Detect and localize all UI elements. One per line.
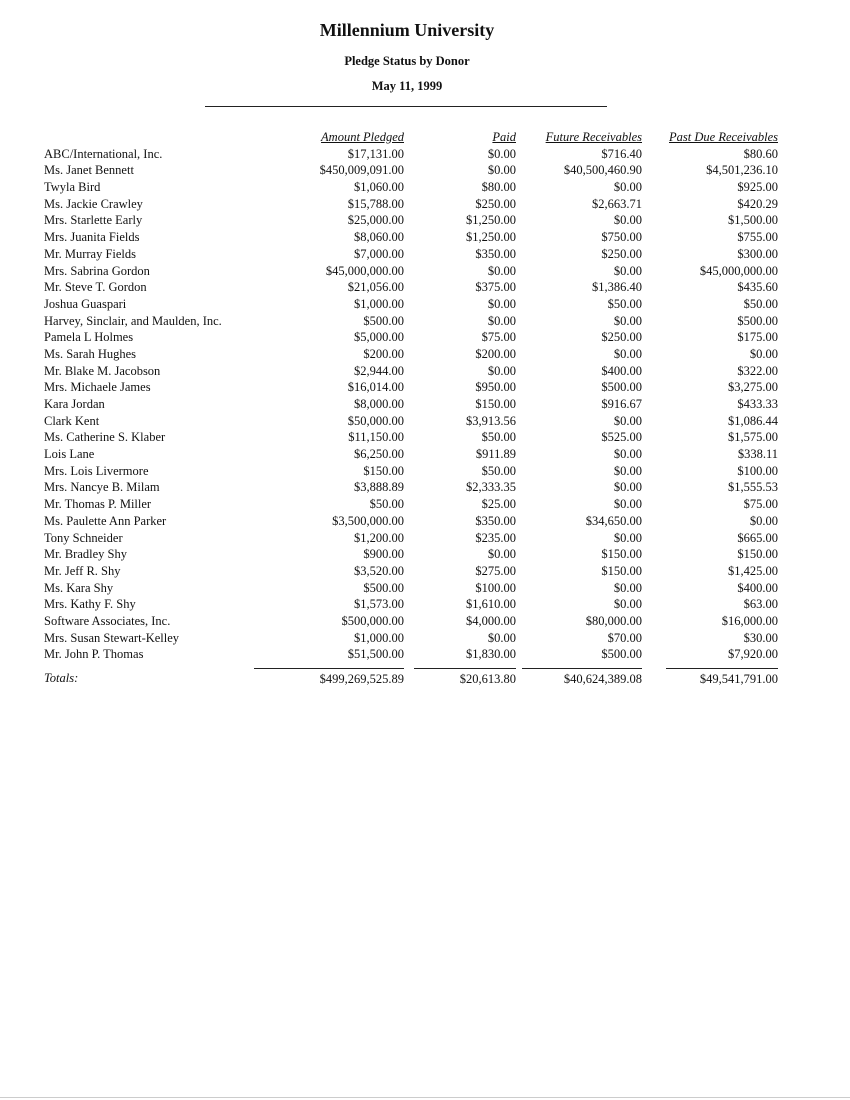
future-receivables-cell: $0.00 (613, 413, 642, 428)
paid-cell: $375.00 (475, 280, 516, 295)
amount-pledged-cell: $11,150.00 (348, 430, 404, 445)
amount-pledged-cell: $1,060.00 (354, 180, 404, 195)
donor-name-cell: Mrs. Michaele James (44, 380, 151, 395)
future-receivables-cell: $0.00 (613, 497, 642, 512)
future-receivables-cell: $400.00 (601, 363, 642, 378)
donor-name-cell: Ms. Janet Bennett (44, 163, 134, 178)
past-due-receivables-cell: $63.00 (743, 597, 778, 612)
donor-name-cell: Ms. Catherine S. Klaber (44, 430, 166, 445)
total-future-receivables: $40,624,389.08 (522, 668, 642, 688)
amount-pledged-cell: $45,000,000.00 (325, 263, 404, 278)
future-receivables-cell: $250.00 (601, 330, 642, 345)
donor-name-cell: Ms. Paulette Ann Parker (44, 513, 167, 528)
donor-name-cell: Mr. Blake M. Jacobson (44, 363, 161, 378)
paid-cell: $50.00 (481, 463, 516, 478)
past-due-receivables-cell: $1,086.44 (728, 413, 778, 428)
paid-cell: $1,830.00 (466, 647, 516, 662)
donor-name-cell: Clark Kent (44, 413, 100, 428)
future-receivables-cell: $34,650.00 (585, 513, 642, 528)
paid-cell: $350.00 (475, 246, 516, 261)
paid-cell: $1,250.00 (466, 230, 516, 245)
amount-pledged-cell: $150.00 (363, 463, 404, 478)
amount-pledged-cell: $500.00 (363, 580, 404, 595)
future-receivables-cell: $0.00 (613, 346, 642, 361)
future-receivables-cell: $525.00 (601, 430, 642, 445)
future-receivables-cell: $80,000.00 (585, 613, 642, 628)
future-receivables-cell: $40,500,460.90 (563, 163, 642, 178)
paid-cell: $200.00 (475, 346, 516, 361)
paid-cell: $3,913.56 (466, 413, 516, 428)
column-header-amount-pledged: Amount Pledged (321, 130, 404, 144)
donor-name-cell: Software Associates, Inc. (44, 613, 171, 628)
past-due-receivables-cell: $420.29 (737, 196, 778, 211)
donor-name-cell: Mr. John P. Thomas (44, 647, 144, 662)
donor-name-cell: Mr. Jeff R. Shy (44, 563, 121, 578)
future-receivables-cell: $2,663.71 (592, 196, 642, 211)
donor-name-cell: Mr. Murray Fields (44, 246, 137, 261)
amount-pledged-cell: $17,131.00 (347, 146, 404, 161)
donor-name-cell: Ms. Jackie Crawley (44, 196, 143, 211)
totals-label: Totals: (44, 671, 79, 685)
paid-cell: $4,000.00 (466, 613, 516, 628)
past-due-receivables-cell: $1,500.00 (728, 213, 778, 228)
donor-name-cell: Joshua Guaspari (44, 296, 127, 311)
totals-row (44, 668, 784, 686)
paid-cell: $100.00 (475, 580, 516, 595)
column-header-past-due-receivables: Past Due Receivables (669, 130, 778, 144)
donor-name-cell: Lois Lane (44, 447, 95, 462)
future-receivables-cell: $0.00 (613, 213, 642, 228)
paid-cell: $150.00 (475, 397, 516, 411)
paid-cell: $0.00 (487, 547, 516, 562)
past-due-receivables-cell: $100.00 (737, 463, 778, 478)
total-past-due-receivables: $49,541,791.00 (666, 668, 778, 688)
future-receivables-cell: $0.00 (613, 180, 642, 195)
report-subtitle: Pledge Status by Donor (344, 54, 470, 68)
past-due-receivables-cell: $3,275.00 (728, 380, 778, 395)
future-receivables-cell: $0.00 (613, 580, 642, 595)
past-due-receivables-cell: $338.11 (737, 447, 778, 462)
amount-pledged-cell: $16,014.00 (347, 380, 404, 395)
past-due-receivables-cell: $80.60 (743, 146, 778, 161)
paid-cell: $0.00 (487, 313, 516, 328)
future-receivables-cell: $0.00 (613, 447, 642, 462)
amount-pledged-cell: $3,888.89 (354, 480, 404, 495)
paid-cell: $80.00 (481, 180, 516, 195)
column-header-paid: Paid (492, 130, 516, 144)
paid-cell: $0.00 (487, 163, 516, 178)
donor-name-cell: Ms. Kara Shy (44, 580, 114, 595)
paid-cell: $235.00 (475, 530, 516, 545)
donor-name-cell: ABC/International, Inc. (44, 146, 163, 161)
donor-name-cell: Mrs. Lois Livermore (44, 463, 149, 478)
amount-pledged-cell: $3,500,000.00 (332, 513, 404, 528)
past-due-receivables-cell: $300.00 (737, 246, 778, 261)
total-paid: $20,613.80 (414, 668, 516, 688)
past-due-receivables-cell: $1,555.53 (728, 480, 778, 495)
past-due-receivables-cell: $400.00 (737, 580, 778, 595)
column-header-future-receivables: Future Receivables (545, 130, 642, 144)
future-receivables-cell: $0.00 (613, 313, 642, 328)
past-due-receivables-cell: $75.00 (743, 497, 778, 512)
future-receivables-cell: $0.00 (613, 530, 642, 545)
future-receivables-cell: $70.00 (607, 630, 642, 645)
future-receivables-cell: $150.00 (601, 547, 642, 562)
amount-pledged-cell: $1,573.00 (354, 597, 404, 612)
donor-name-cell: Tony Schneider (44, 530, 123, 545)
past-due-receivables-cell: $150.00 (737, 547, 778, 562)
paid-cell: $50.00 (481, 430, 516, 445)
donor-name-cell: Mrs. Kathy F. Shy (44, 597, 136, 612)
past-due-receivables-cell: $0.00 (749, 513, 778, 528)
future-receivables-cell: $0.00 (613, 263, 642, 278)
future-receivables-cell: $250.00 (601, 246, 642, 261)
future-receivables-cell: $500.00 (601, 380, 642, 395)
amount-pledged-cell: $500,000.00 (341, 613, 404, 628)
past-due-receivables-cell: $925.00 (737, 180, 778, 195)
paid-cell: $250.00 (475, 196, 516, 211)
amount-pledged-cell: $500.00 (363, 313, 404, 328)
amount-pledged-cell: $50,000.00 (347, 413, 404, 428)
paid-cell: $950.00 (475, 380, 516, 395)
amount-pledged-cell: $1,000.00 (354, 296, 404, 311)
past-due-receivables-cell: $45,000,000.00 (699, 263, 778, 278)
total-amount-pledged: $499,269,525.89 (254, 668, 404, 688)
paid-cell: $1,610.00 (466, 597, 516, 612)
past-due-receivables-cell: $433.33 (737, 397, 778, 411)
amount-pledged-cell: $900.00 (363, 547, 404, 562)
future-receivables-cell: $50.00 (607, 296, 642, 311)
amount-pledged-cell: $25,000.00 (347, 213, 404, 228)
paid-cell: $1,250.00 (466, 213, 516, 228)
future-receivables-cell: $0.00 (613, 597, 642, 612)
donor-name-cell: Mr. Thomas P. Miller (44, 497, 152, 512)
amount-pledged-cell: $8,060.00 (354, 230, 404, 245)
future-receivables-cell: $916.67 (601, 397, 642, 411)
amount-pledged-cell: $6,250.00 (354, 447, 404, 462)
future-receivables-cell: $150.00 (601, 563, 642, 578)
paid-cell: $0.00 (487, 296, 516, 311)
past-due-receivables-cell: $500.00 (737, 313, 778, 328)
paid-cell: $0.00 (487, 146, 516, 161)
past-due-receivables-cell: $322.00 (737, 363, 778, 378)
past-due-receivables-cell: $1,425.00 (728, 563, 778, 578)
amount-pledged-cell: $21,056.00 (347, 280, 404, 295)
donor-name-cell: Mrs. Susan Stewart-Kelley (44, 630, 180, 645)
future-receivables-cell: $0.00 (613, 463, 642, 478)
past-due-receivables-cell: $175.00 (737, 330, 778, 345)
amount-pledged-cell: $15,788.00 (347, 196, 404, 211)
amount-pledged-cell: $51,500.00 (347, 647, 404, 662)
amount-pledged-cell: $450,009,091.00 (319, 163, 404, 178)
donor-name-cell: Mrs. Juanita Fields (44, 230, 140, 245)
page-bottom-edge (0, 1097, 850, 1098)
paid-cell: $0.00 (487, 363, 516, 378)
donor-name-cell: Pamela L Holmes (44, 330, 134, 345)
donor-name-cell: Mr. Steve T. Gordon (44, 280, 147, 295)
report-date: May 11, 1999 (371, 79, 443, 93)
future-receivables-cell: $1,386.40 (592, 280, 642, 295)
future-receivables-cell: $0.00 (613, 480, 642, 495)
past-due-receivables-cell: $435.60 (737, 280, 778, 295)
paid-cell: $0.00 (487, 630, 516, 645)
donor-name-cell: Twyla Bird (44, 180, 101, 195)
paid-cell: $911.89 (475, 447, 516, 462)
amount-pledged-cell: $1,000.00 (354, 630, 404, 645)
donor-name-cell: Kara Jordan (44, 397, 105, 411)
amount-pledged-cell: $2,944.00 (354, 363, 404, 378)
past-due-receivables-cell: $1,575.00 (728, 430, 778, 445)
amount-pledged-cell: $1,200.00 (354, 530, 404, 545)
donor-name-cell: Mrs. Sabrina Gordon (44, 263, 150, 278)
report-title: Millennium University (319, 20, 495, 40)
past-due-receivables-cell: $665.00 (737, 530, 778, 545)
amount-pledged-cell: $7,000.00 (354, 246, 404, 261)
past-due-receivables-cell: $0.00 (749, 346, 778, 361)
past-due-receivables-cell: $16,000.00 (721, 613, 778, 628)
donor-name-cell: Ms. Sarah Hughes (44, 346, 137, 361)
future-receivables-cell: $500.00 (601, 647, 642, 662)
paid-cell: $25.00 (481, 497, 516, 512)
future-receivables-cell: $716.40 (601, 146, 642, 161)
header-divider (205, 106, 607, 107)
paid-cell: $0.00 (487, 263, 516, 278)
past-due-receivables-cell: $7,920.00 (728, 647, 778, 662)
donor-name-cell: Mrs. Starlette Early (44, 213, 143, 228)
amount-pledged-cell: $200.00 (363, 346, 404, 361)
future-receivables-cell: $750.00 (601, 230, 642, 245)
paid-cell: $75.00 (481, 330, 516, 345)
amount-pledged-cell: $8,000.00 (354, 397, 404, 411)
past-due-receivables-cell: $50.00 (743, 296, 778, 311)
amount-pledged-cell: $50.00 (369, 497, 404, 512)
paid-cell: $2,333.35 (466, 480, 516, 495)
paid-cell: $350.00 (475, 513, 516, 528)
donor-name-cell: Mrs. Nancye B. Milam (44, 480, 160, 495)
donor-name-cell: Mr. Bradley Shy (44, 547, 127, 562)
paid-cell: $275.00 (475, 563, 516, 578)
past-due-receivables-cell: $755.00 (737, 230, 778, 245)
donor-name-cell: Harvey, Sinclair, and Maulden, Inc. (44, 313, 222, 328)
past-due-receivables-cell: $30.00 (743, 630, 778, 645)
past-due-receivables-cell: $4,501,236.10 (706, 163, 778, 178)
amount-pledged-cell: $5,000.00 (354, 330, 404, 345)
amount-pledged-cell: $3,520.00 (354, 563, 404, 578)
